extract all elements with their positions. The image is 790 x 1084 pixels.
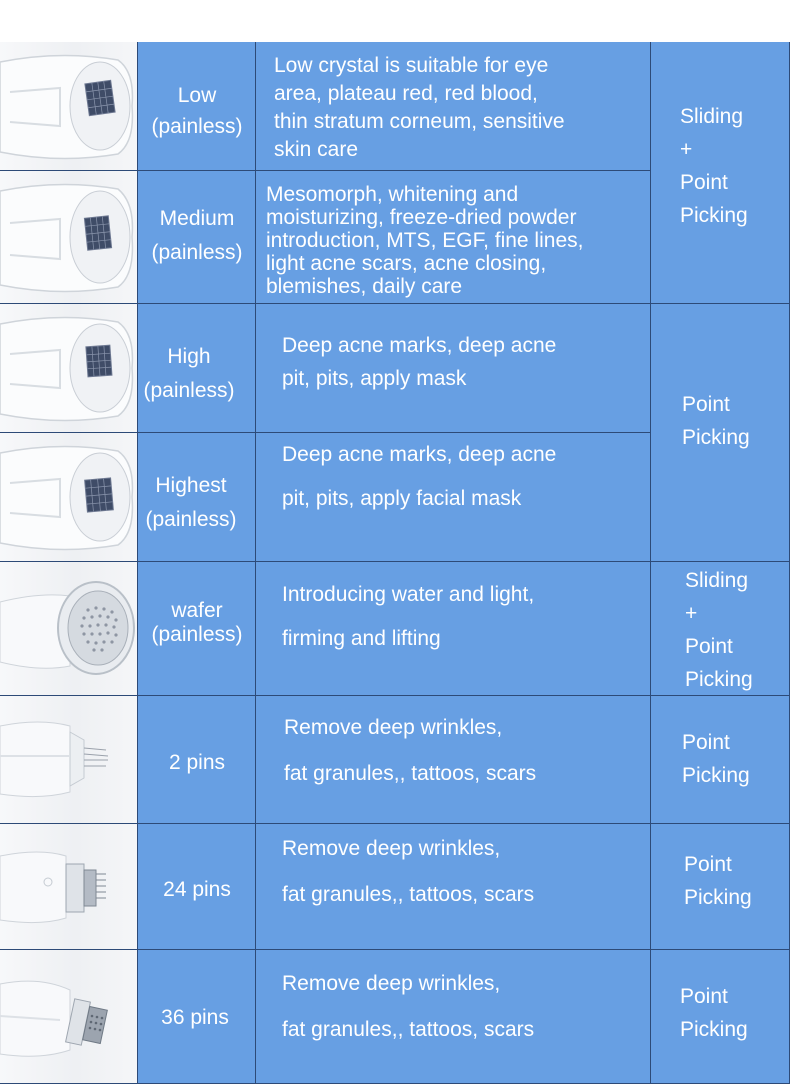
level-label: 24 pins [163, 878, 231, 901]
nano-crystal-head-icon [0, 433, 138, 562]
level-cell-low [138, 42, 256, 171]
method-text: Sliding + Point Picking [680, 105, 748, 227]
cartridge-image-wafer [0, 562, 138, 696]
cartridge-image-highest [0, 433, 138, 562]
method-cell-36-pins [651, 950, 790, 1084]
description-cell-24-pins [256, 824, 651, 950]
description-text: Remove deep wrinkles, fat granules,, tattoos, scars [284, 716, 537, 785]
needle-cartridge-icon [0, 950, 138, 1084]
nano-crystal-head-icon [0, 42, 138, 171]
description-cell-wafer [256, 562, 651, 696]
level-cell-36-pins [138, 950, 256, 1084]
description-cell-2-pins [256, 696, 651, 824]
level-cell-wafer [138, 562, 256, 696]
level-label: Highest (painless) [145, 474, 237, 531]
cartridge-table [0, 42, 790, 1084]
description-text: Remove deep wrinkles, fat granules,, tattoos, scars [282, 972, 535, 1041]
method-cell-24-pins [651, 824, 790, 950]
needle-cartridge-icon [0, 696, 138, 824]
description-text: Deep acne marks, deep acne pit, pits, apply facial mask [282, 443, 557, 510]
cartridge-image-medium [0, 171, 138, 304]
method-text: Point Picking [682, 731, 750, 787]
method-cell-sliding-point [651, 42, 790, 304]
level-cell-high [138, 304, 256, 433]
cartridge-image-2-pins [0, 696, 138, 824]
description-cell-high [256, 304, 651, 433]
method-cell-point-picking [651, 304, 790, 562]
level-label: Low (painless) [151, 84, 243, 138]
method-text: Point Picking [680, 985, 748, 1041]
method-cell-wafer [651, 562, 790, 696]
cartridge-image-low [0, 42, 138, 171]
method-text: Sliding + Point Picking [685, 569, 753, 691]
level-cell-24-pins [138, 824, 256, 950]
method-text: Point Picking [684, 853, 752, 909]
nano-crystal-head-icon [0, 171, 138, 304]
level-label: Medium (painless) [151, 207, 243, 264]
level-cell-highest [138, 433, 256, 562]
level-label: 36 pins [161, 1006, 229, 1029]
description-text: Low crystal is suitable for eye area, plateau red, red blood, thin stratum corneum, sensitive skin care [274, 54, 565, 161]
wafer-round-head-icon [0, 562, 138, 696]
description-cell-36-pins [256, 950, 651, 1084]
cartridge-image-high [0, 304, 138, 433]
nano-crystal-head-icon [0, 304, 138, 433]
method-cell-2-pins [651, 696, 790, 824]
level-cell-2-pins [138, 696, 256, 824]
level-cell-medium [138, 171, 256, 304]
needle-cartridge-icon [0, 824, 138, 950]
description-cell-highest [256, 433, 651, 562]
level-label: wafer (painless) [151, 599, 243, 646]
description-cell-low [256, 42, 651, 171]
level-label: 2 pins [168, 751, 226, 774]
description-text: Remove deep wrinkles, fat granules,, tattoos, scars [282, 837, 535, 906]
description-text: Mesomorph, whitening and moisturizing, freeze-dried powder introduction, MTS, EGF, fine lines, light acne scars, acne closing, blemishes, daily care [266, 183, 584, 298]
description-text: Deep acne marks, deep acne pit, pits, apply mask [282, 334, 557, 390]
description-text: Introducing water and light, firming and lifting [282, 583, 535, 650]
cartridge-image-24-pins [0, 824, 138, 950]
description-cell-medium [256, 171, 651, 304]
level-label: High (painless) [143, 345, 235, 402]
method-text: Point Picking [682, 393, 750, 449]
cartridge-image-36-pins [0, 950, 138, 1084]
